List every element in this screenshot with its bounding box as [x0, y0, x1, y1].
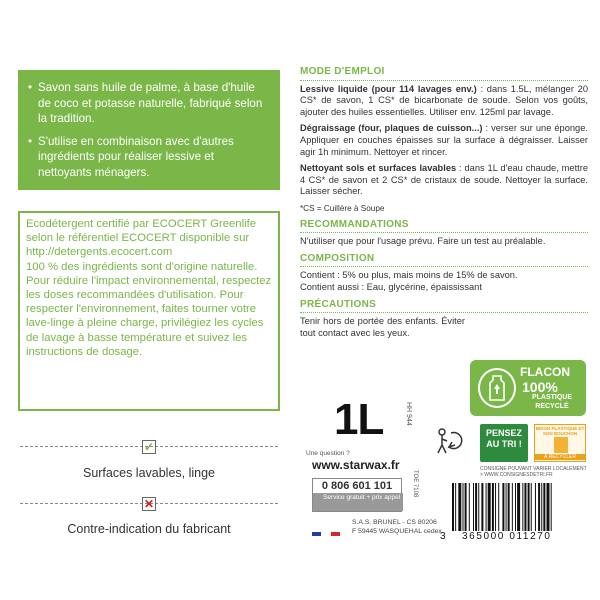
bottle-icon	[478, 368, 516, 408]
sort-reminder-badge: PENSEZ AU TRI !	[480, 424, 528, 462]
company-name: S.A.S. BRUNEL - CS 80206	[352, 519, 437, 526]
composition-line: Contient : 5% ou plus, mais moins de 15% de savon.	[300, 270, 518, 281]
phone-number: 0 806 601 101	[321, 480, 393, 492]
contraindication-label: Contre-indication du fabricant	[67, 522, 231, 536]
bin-icon	[554, 437, 568, 453]
check-icon: ✓	[143, 440, 155, 454]
cross-icon: ✕	[143, 497, 155, 511]
triman-icon	[431, 423, 465, 457]
barcode-digits: 365000 011270	[462, 531, 552, 542]
flacon-subtitle: PLASTIQUE RECYCLÉ	[531, 394, 573, 410]
certification-box	[18, 211, 280, 411]
question-label: Une question ?	[306, 450, 350, 457]
bin-recycle-label: À RECYCLER	[535, 454, 585, 460]
recommandations-title: RECOMMANDATIONS	[300, 219, 588, 234]
barcode	[440, 483, 588, 543]
recycling-bin-badge	[534, 424, 586, 462]
flacon-percent: 100%	[522, 379, 558, 395]
batch-code: HH 944	[405, 402, 412, 426]
company-city: F 59445 WASQUEHAL cedex	[352, 528, 442, 535]
recommandations-text: N'utiliser que pour l'usage prévu. Faire un test au préalable.	[300, 236, 546, 247]
lessive-instructions: Lessive liquide (pour 114 lavages env.) : dans 1.5L, mélanger 20 CS* de savon, 1 CS* de bicarbonate de soude. Selon vos goûts, ajouter des huiles essentielles. Utiliser env. 125ml par lavage.	[300, 83, 589, 117]
nettoyant-instructions: Nettoyant sols et surfaces lavables : dans 1L d'eau chaude, mettre 4 CS* de savon et 2 CS* de cristaux de soude. Nettoyer la surface. Laisser sécher.	[300, 163, 589, 197]
composition-title: COMPOSITION	[300, 253, 588, 268]
company-address	[352, 518, 442, 536]
instructions-column	[300, 66, 588, 344]
highlight-item: • S'utilise en combinaison avec d'autres ingrédients pour réaliser lessive et nettoyants ménagers.	[28, 134, 270, 181]
precautions-title: PRÉCAUTIONS	[300, 299, 588, 314]
highlight-item: • Savon sans huile de palme, à base d'huile de coco et potasse naturelle, fabriqué selon la tradition.	[28, 80, 270, 127]
usage-label: Surfaces lavables, linge	[82, 466, 216, 480]
sorting-notice: CONSIGNE POUVANT VARIER LOCALEMENT > WWW.CONSIGNESDETRI.FR	[480, 466, 587, 478]
volume-label: 1L	[334, 395, 384, 444]
barcode-bars	[452, 483, 586, 531]
cs-note: *CS = Cuillère à Soupe	[300, 203, 385, 213]
flacon-label: FLACON	[520, 365, 570, 379]
composition-line: Contient aussi : Eau, glycérine, épaississant	[300, 281, 482, 292]
natural-origin-text: 100 % des ingrédients sont d'origine naturelle.	[26, 260, 258, 273]
reference-code: TOE 7108	[412, 470, 418, 498]
product-highlights	[18, 70, 280, 190]
french-flag-icon	[312, 532, 340, 536]
cert-text: Ecodétergent certifié par ECOCERT Greenlife selon le référentiel ECOCERT disponible sur http://detergents.ecocert.com	[26, 218, 257, 259]
phone-box	[312, 478, 402, 512]
recycled-plastic-badge	[470, 360, 586, 416]
phone-service-note: Service gratuit + prix appel	[313, 493, 403, 511]
bin-caption: BIDON PLASTIQUE ET SON BOUCHON	[535, 426, 585, 436]
degraissage-instructions: Dégraissage (four, plaques de cuisson...) : verser sur une éponge. Appliquer en couches épaisses sur la surface à dégraisser. Laisser agir 1h minimum. Nettoyer et rincer.	[300, 123, 588, 157]
website-link[interactable]: www.starwax.fr	[312, 458, 400, 472]
barcode-lead-digit: 3	[440, 531, 446, 542]
mode-emploi-title: MODE D'EMPLOI	[300, 66, 588, 81]
environment-advice: Pour réduire l'impact environnemental, respectez les doses recommandées d'utilisation. Pour respecter l'environnement, faites tourner votre lave-linge à pleine charge, privilégiez les cycles de lavage à basse température et suivez les instructions de dosage.	[26, 274, 272, 358]
precautions-text: Tenir hors de portée des enfants. Éviter tout contact avec les yeux.	[300, 316, 465, 338]
